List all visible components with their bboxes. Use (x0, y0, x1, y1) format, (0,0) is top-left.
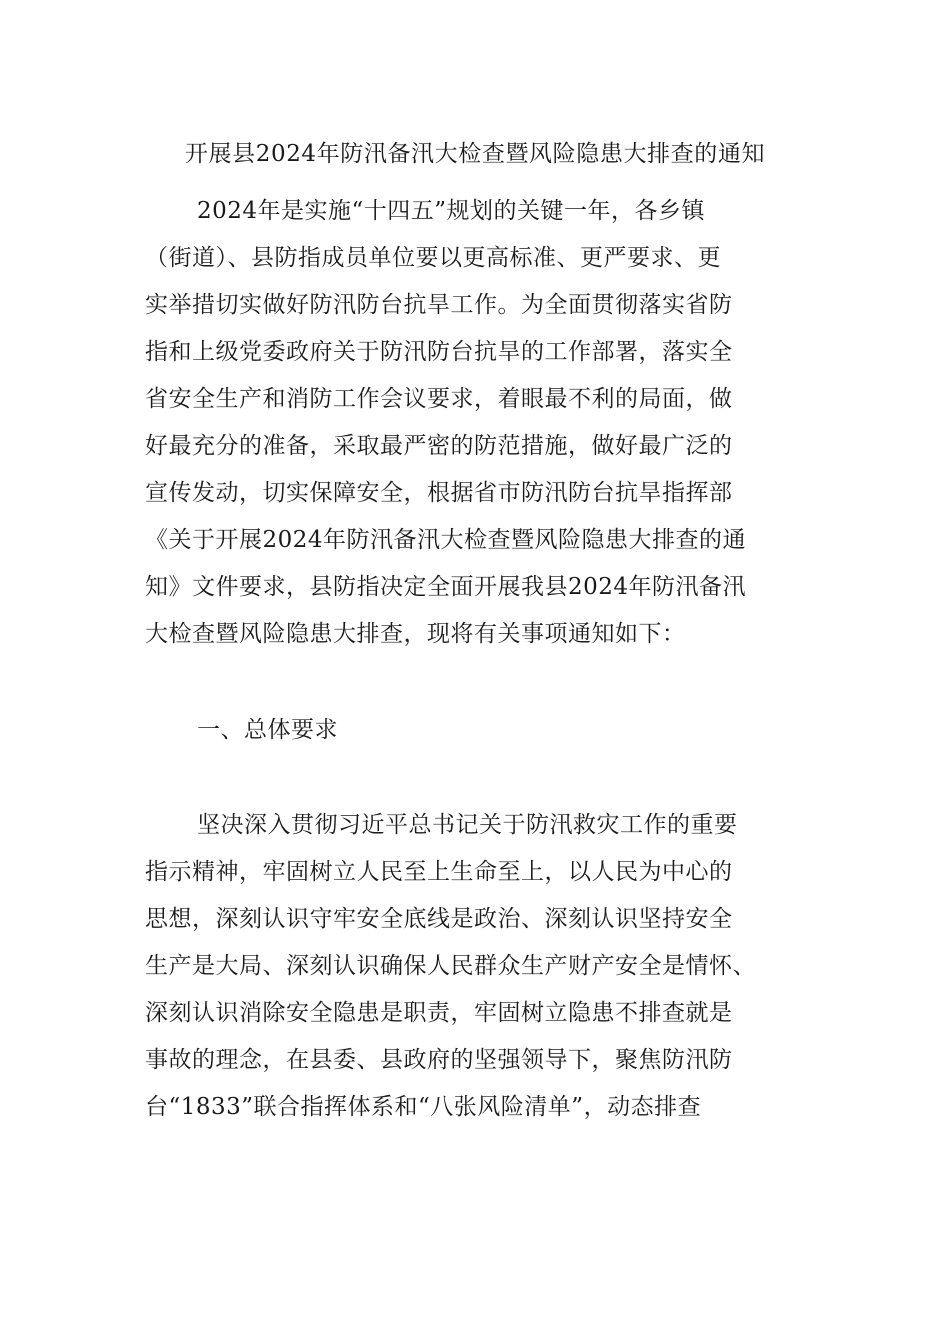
paragraph-line: 指和上级党委政府关于防汛防台抗旱的工作部署，落实全 (145, 339, 733, 365)
paragraph-line: 指示精神，牢固树立人民至上生命至上，以人民为中心的 (145, 859, 733, 885)
paragraph-line: 《关于开展2024年防汛备汛大检查暨风险隐患大排查的通 (145, 527, 747, 553)
paragraph-line: 思想，深刻认识守牢安全底线是政治、深刻认识坚持安全 (145, 906, 733, 932)
paragraph-line: 知》文件要求，县防指决定全面开展我县2024年防汛备汛 (145, 574, 747, 600)
paragraph-line: 事故的理念，在县委、县政府的坚强领导下，聚焦防汛防 (145, 1047, 733, 1073)
paragraph-line: 2024年是实施“十四五”规划的关键一年，各乡镇 (197, 198, 706, 224)
paragraph-line: 深刻认识消除安全隐患是职责，牢固树立隐患不排查就是 (145, 1000, 733, 1026)
paragraph-line: 坚决深入贯彻习近平总书记关于防汛救灾工作的重要 (197, 812, 738, 838)
document-title: 开展县2024年防汛备汛大检查暨风险隐患大排查的通知 (184, 141, 766, 167)
section-heading: 一、总体要求 (197, 717, 338, 743)
paragraph-line: 生产是大局、深刻认识确保人民群众生产财产安全是情怀、 (145, 953, 756, 979)
paragraph-line: 大检查暨风险隐患大排查，现将有关事项通知如下： (145, 621, 686, 647)
paragraph-line: 实举措切实做好防汛防台抗旱工作。为全面贯彻落实省防 (145, 292, 733, 318)
paragraph-line: 省安全生产和消防工作会议要求，着眼最不利的局面，做 (145, 386, 733, 412)
paragraph-line: 好最充分的准备，采取最严密的防范措施，做好最广泛的 (145, 433, 733, 459)
paragraph-line: （街道）、县防指成员单位要以更高标准、更严要求、更 (145, 245, 721, 271)
paragraph-line: 台“1833”联合指挥体系和“八张风险清单”，动态排查 (145, 1094, 702, 1120)
paragraph-line: 宣传发动，切实保障安全，根据省市防汛防台抗旱指挥部 (145, 480, 733, 506)
